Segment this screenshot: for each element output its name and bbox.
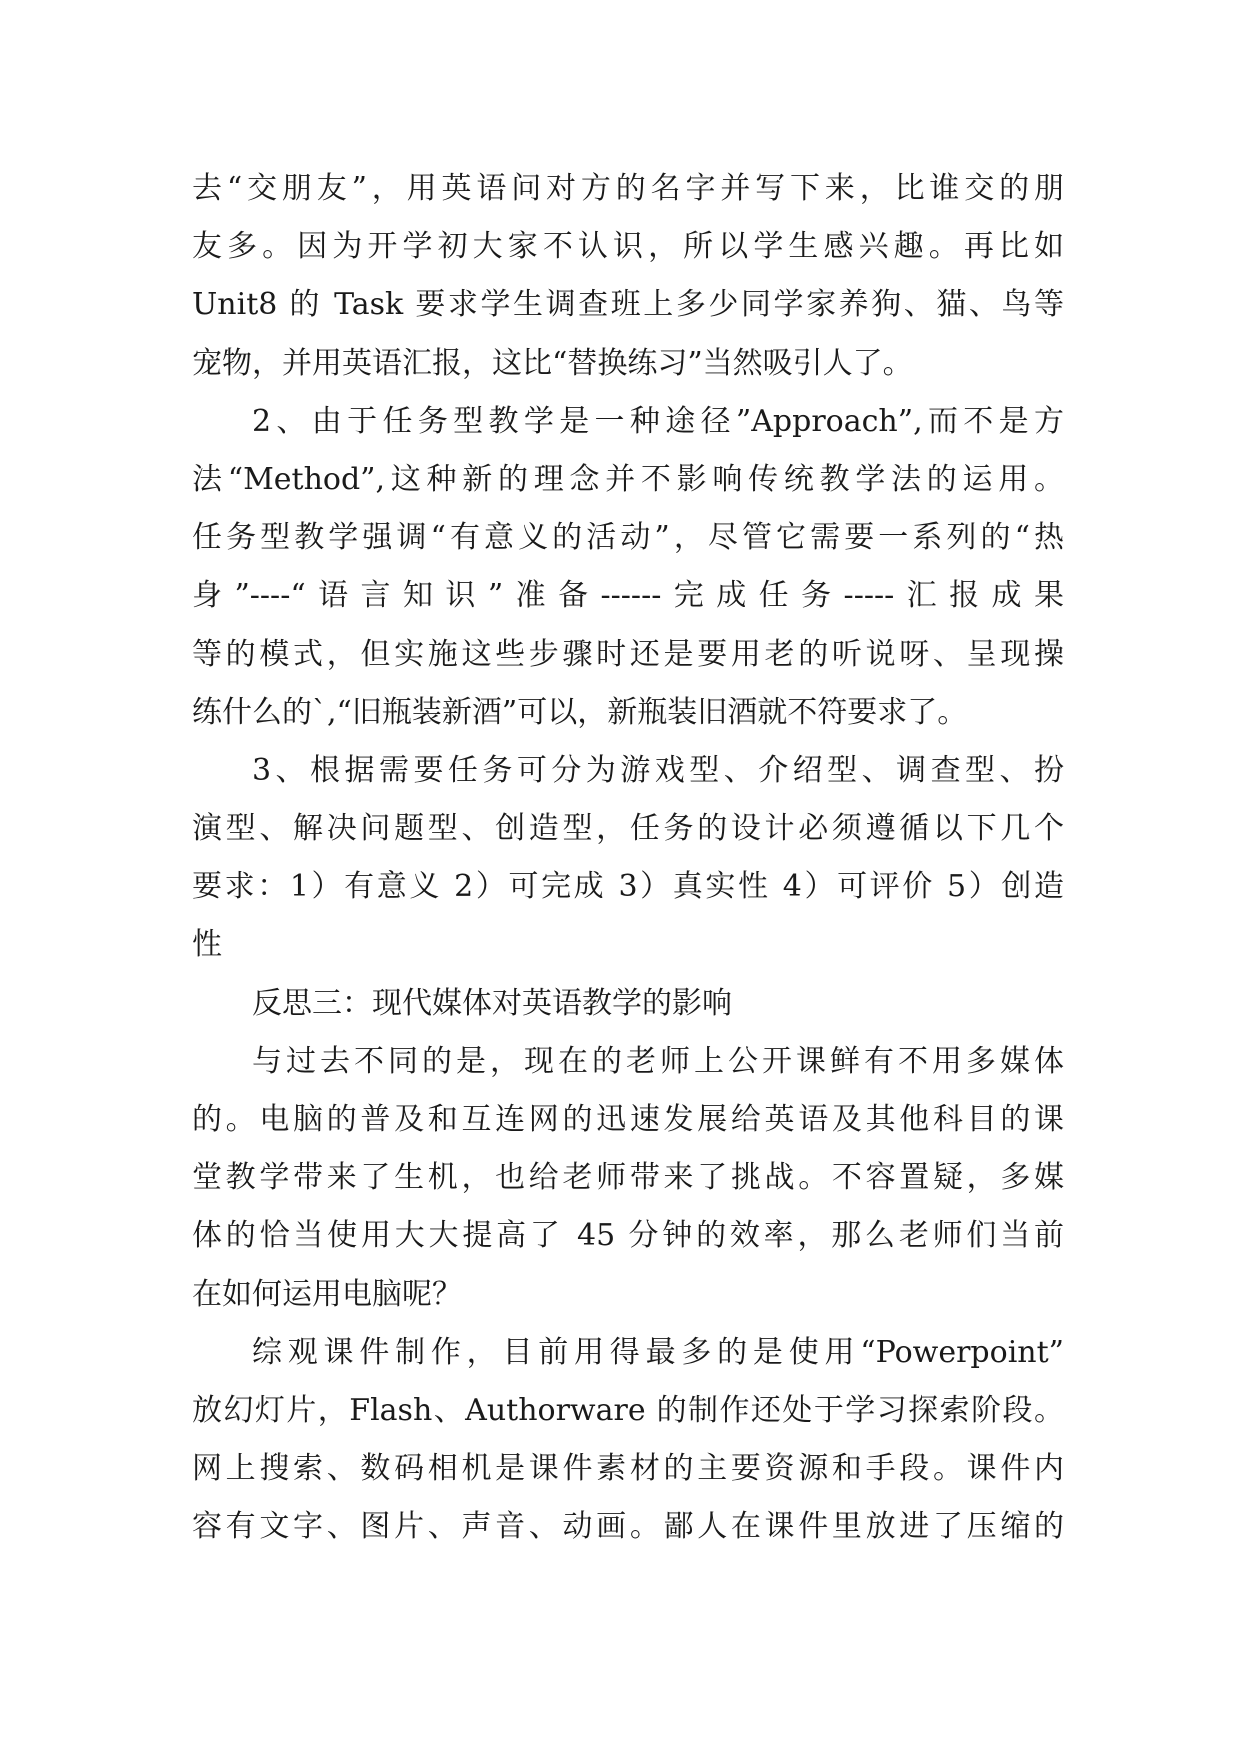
text-line: 身”----“语言知识”准备------完成任务-----汇报成果 bbox=[192, 578, 1064, 614]
text-line: 3、根据需要任务可分为游戏型、介绍型、调查型、扮 bbox=[252, 752, 1064, 788]
text-line: 任务型教学强调“有意义的活动”，尽管它需要一系列的“热 bbox=[192, 520, 1064, 556]
text-line: 2、由于任务型教学是一种途径”Approach”,而不是方 bbox=[252, 403, 1064, 439]
body-text bbox=[192, 160, 1064, 1557]
text-line: 的。电脑的普及和互连网的迅速发展给英语及其他科目的课 bbox=[192, 1102, 1064, 1137]
text-line: 综观课件制作，目前用得最多的是使用“Powerpoint” bbox=[252, 1334, 1064, 1370]
text-line: 在如何运用电脑呢？ bbox=[192, 1276, 462, 1312]
text-line: 去“交朋友”，用英语问对方的名字并写下来，比谁交的朋 bbox=[192, 171, 1064, 206]
text-line: 放幻灯片，Flash、Authorware 的制作还处于学习探索阶段。 bbox=[192, 1392, 1064, 1428]
text-line: 宠物，并用英语汇报，这比“替换练习”当然吸引人了。 bbox=[192, 345, 913, 381]
text-line: 反思三：现代媒体对英语教学的影响 bbox=[252, 985, 732, 1021]
text-line: 性 bbox=[192, 927, 222, 963]
text-line: 等的模式，但实施这些步骤时还是要用老的听说呀、呈现操 bbox=[192, 636, 1064, 672]
text-line: 练什么的`,“旧瓶装新酒”可以，新瓶装旧酒就不符要求了。 bbox=[192, 694, 968, 730]
text-line: 法“Method”,这种新的理念并不影响传统教学法的运用。 bbox=[192, 461, 1064, 497]
text-line: 与过去不同的是，现在的老师上公开课鲜有不用多媒体 bbox=[252, 1043, 1064, 1079]
text-line: 要求：1）有意义 2）可完成 3）真实性 4）可评价 5）创造 bbox=[192, 869, 1064, 905]
text-line: 演型、解决问题型、创造型，任务的设计必须遵循以下几个 bbox=[192, 811, 1064, 847]
text-line: Unit8 的 Task 要求学生调查班上多少同学家养狗、猫、鸟等 bbox=[192, 287, 1064, 323]
text-line: 容有文字、图片、声音、动画。鄙人在课件里放进了压缩的 bbox=[192, 1509, 1064, 1545]
text-line: 堂教学带来了生机，也给老师带来了挑战。不容置疑，多媒 bbox=[192, 1160, 1064, 1196]
text-line: 网上搜索、数码相机是课件素材的主要资源和手段。课件内 bbox=[192, 1451, 1064, 1487]
text-line: 体的恰当使用大大提高了 45 分钟的效率，那么老师们当前 bbox=[192, 1218, 1064, 1254]
text-line: 友多。因为开学初大家不认识，所以学生感兴趣。再比如 bbox=[192, 229, 1064, 265]
